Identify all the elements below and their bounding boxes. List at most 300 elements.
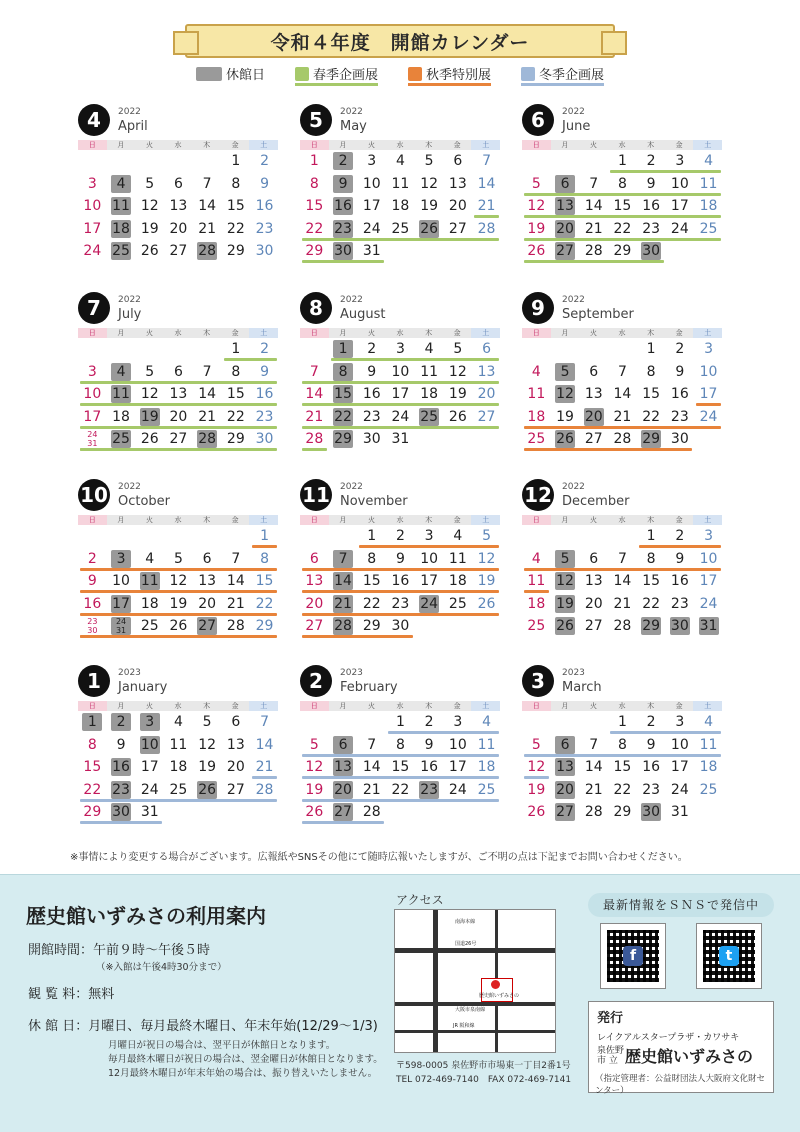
calendar-day: 7 bbox=[482, 153, 491, 169]
calendar-day: 22 bbox=[613, 220, 632, 237]
exhibit-underline bbox=[696, 403, 721, 406]
calendar-day: 28 bbox=[362, 804, 381, 820]
calendar-day: 30 bbox=[642, 804, 661, 820]
weekday-label: 木 bbox=[636, 701, 665, 711]
weekday-label: 月 bbox=[329, 701, 358, 711]
calendar-day: 12 bbox=[556, 573, 574, 589]
calendar-day: 11 bbox=[420, 363, 439, 380]
calendar-day: 29 bbox=[305, 243, 324, 259]
calendar-day: 11 bbox=[448, 550, 467, 567]
calendar-day: 5 bbox=[424, 153, 434, 169]
calendar-day: 4 bbox=[111, 363, 131, 381]
weekday-header bbox=[78, 140, 278, 150]
calendar-day: 5 bbox=[202, 714, 212, 730]
calendar-day: 25 bbox=[391, 220, 410, 237]
weekday-label: 火 bbox=[135, 328, 164, 338]
month-name: April bbox=[118, 119, 148, 134]
calendar-day: 3 bbox=[675, 153, 685, 169]
day-grid bbox=[300, 152, 500, 277]
calendar-day: 12 bbox=[527, 198, 546, 214]
calendar-day: 14 bbox=[255, 736, 274, 753]
month-name: March bbox=[562, 680, 602, 695]
calendar-day: 29 bbox=[226, 431, 245, 447]
calendar-day: 11 bbox=[527, 386, 546, 402]
calendar-day: 6 bbox=[173, 175, 183, 192]
weekday-label: 月 bbox=[551, 140, 580, 150]
day-grid bbox=[78, 152, 278, 277]
exhibit-underline bbox=[474, 215, 499, 218]
weekday-header bbox=[522, 515, 722, 525]
calendar-day: 12 bbox=[556, 386, 574, 402]
calendar-day: 10 bbox=[83, 386, 102, 402]
calendar-day: 19 bbox=[556, 595, 574, 612]
calendar-day: 19 bbox=[305, 781, 324, 798]
weekday-label: 木 bbox=[192, 701, 221, 711]
month-block bbox=[78, 292, 278, 467]
day-grid bbox=[522, 152, 722, 277]
calendar-day: 17 bbox=[391, 386, 410, 402]
calendar-day: 4 bbox=[111, 175, 131, 193]
facebook-qr-code[interactable] bbox=[600, 923, 666, 989]
calendar-day: 1 bbox=[646, 528, 656, 544]
weekday-label: 金 bbox=[443, 140, 472, 150]
day-grid bbox=[300, 340, 500, 465]
calendar-day: 25 bbox=[477, 781, 496, 798]
calendar-day: 1 bbox=[395, 714, 405, 730]
weekday-label: 金 bbox=[221, 515, 250, 525]
calendar-day: 13 bbox=[226, 736, 245, 753]
calendar-day: 14 bbox=[584, 759, 603, 775]
calendar-day: 28 bbox=[305, 431, 324, 447]
access-map bbox=[394, 909, 556, 1053]
map-label: JR 阪和線 bbox=[453, 1023, 475, 1029]
exhibit-underline bbox=[524, 568, 721, 571]
calendar-day: 24 31 bbox=[87, 430, 98, 448]
calendar-day: 8 bbox=[87, 736, 97, 753]
legend-label: 秋季特別展 bbox=[426, 68, 492, 83]
day-grid bbox=[300, 527, 500, 652]
month-year: 2022 bbox=[118, 295, 141, 305]
weekday-label: 月 bbox=[107, 140, 136, 150]
calendar-day: 3 bbox=[87, 175, 97, 192]
calendar-day: 1 bbox=[260, 528, 269, 544]
exhibit-underline bbox=[80, 613, 277, 616]
exhibit-underline bbox=[302, 260, 384, 263]
month-number-badge: 4 bbox=[78, 104, 110, 136]
calendar-day: 18 bbox=[448, 573, 467, 589]
calendar-day: 3 bbox=[367, 153, 377, 169]
calendar-day: 19 bbox=[556, 408, 574, 425]
month-block bbox=[300, 104, 500, 279]
twitter-qr-code[interactable] bbox=[696, 923, 762, 989]
calendar-day: 4 bbox=[145, 550, 155, 567]
calendar-day: 7 bbox=[617, 363, 627, 380]
calendar-day: 7 bbox=[202, 363, 212, 380]
calendar-day: 26 bbox=[198, 781, 217, 798]
weekday-label: 日 bbox=[300, 515, 329, 525]
calendar-day: 24 bbox=[83, 243, 102, 259]
month-block bbox=[78, 665, 278, 840]
weekday-label: 土 bbox=[471, 140, 500, 150]
info-title: 歴史館いずみさの利用案内 bbox=[26, 904, 266, 928]
legend-underline bbox=[521, 83, 604, 86]
calendar-day: 24 bbox=[699, 408, 718, 425]
calendar-day: 5 bbox=[555, 550, 575, 568]
calendar-day: 2 bbox=[646, 153, 656, 169]
weekday-label: 木 bbox=[414, 701, 443, 711]
calendar-day: 15 bbox=[334, 386, 352, 402]
calendar-day: 8 bbox=[617, 175, 627, 192]
weekday-label: 日 bbox=[300, 140, 329, 150]
legend-item bbox=[295, 64, 378, 86]
calendar-day: 28 bbox=[198, 431, 217, 447]
calendar-day: 6 bbox=[231, 714, 241, 730]
calendar-day: 19 bbox=[140, 408, 159, 425]
weekday-label: 木 bbox=[414, 140, 443, 150]
calendar-day: 16 bbox=[391, 573, 410, 589]
calendar-day: 19 bbox=[198, 759, 217, 775]
weekday-header bbox=[78, 328, 278, 338]
calendar-day: 13 bbox=[556, 198, 574, 214]
calendar-day: 2 bbox=[395, 528, 405, 544]
exhibit-underline bbox=[252, 776, 277, 779]
calendar-day: 27 bbox=[169, 431, 188, 447]
calendar-day: 4 bbox=[704, 153, 713, 169]
calendar-day: 21 bbox=[198, 408, 217, 425]
month-name: July bbox=[118, 307, 142, 322]
calendar-day: 5 bbox=[531, 736, 541, 753]
weekday-header bbox=[522, 701, 722, 711]
exhibit-underline bbox=[80, 381, 277, 384]
calendar-day: 7 bbox=[367, 736, 377, 753]
legend-swatch bbox=[521, 67, 535, 81]
exhibit-underline bbox=[524, 215, 721, 218]
calendar-day: 12 bbox=[169, 573, 188, 589]
calendar-day: 19 bbox=[420, 198, 439, 214]
closed-note: 毎月最終木曜日が祝日の場合は、翌金曜日が休館日となります。 bbox=[108, 1054, 383, 1065]
calendar-day: 7 bbox=[589, 736, 599, 753]
museum-dot-icon bbox=[491, 980, 500, 989]
calendar-day: 27 bbox=[584, 431, 603, 447]
calendar-day: 1 bbox=[333, 340, 353, 358]
calendar-day: 11 bbox=[112, 386, 130, 402]
legend-swatch bbox=[196, 67, 222, 81]
calendar-day: 9 bbox=[367, 363, 377, 380]
exhibit-underline bbox=[302, 799, 499, 802]
calendar-day: 11 bbox=[699, 736, 718, 753]
weekday-label: 月 bbox=[107, 701, 136, 711]
month-block bbox=[78, 479, 278, 654]
calendar-day: 22 bbox=[305, 220, 324, 237]
exhibit-underline bbox=[524, 238, 721, 241]
weekday-label: 木 bbox=[636, 140, 665, 150]
calendar-day: 17 bbox=[448, 759, 467, 775]
weekday-label: 水 bbox=[386, 328, 415, 338]
calendar-day: 21 bbox=[613, 595, 632, 612]
exhibit-underline bbox=[80, 448, 105, 451]
calendar-day: 25 bbox=[527, 618, 546, 634]
calendar-day: 18 bbox=[112, 220, 130, 237]
exhibit-underline bbox=[302, 426, 499, 429]
day-grid bbox=[522, 527, 722, 652]
legend-item bbox=[521, 64, 604, 86]
exhibit-underline bbox=[80, 568, 277, 571]
weekday-label: 木 bbox=[192, 140, 221, 150]
calendar-day: 3 bbox=[140, 713, 160, 731]
calendar-day: 14 bbox=[226, 573, 245, 589]
calendar-day: 5 bbox=[309, 736, 319, 753]
calendar-day: 20 bbox=[169, 220, 188, 237]
calendar-day: 10 bbox=[448, 736, 467, 753]
calendar-day: 9 bbox=[646, 736, 656, 753]
twitter-icon: t bbox=[719, 946, 739, 966]
calendar-day: 14 bbox=[198, 198, 217, 214]
hours-label: 開館時間 bbox=[28, 943, 81, 958]
calendar-day: 17 bbox=[362, 198, 381, 214]
exhibit-underline bbox=[610, 731, 721, 734]
calendar-day: 17 bbox=[670, 198, 689, 214]
legend-label: 休館日 bbox=[225, 68, 265, 83]
weekday-label: 水 bbox=[608, 140, 637, 150]
calendar-day: 17 bbox=[83, 220, 102, 237]
calendar-day: 7 bbox=[333, 550, 353, 568]
calendar-day: 20 bbox=[556, 781, 574, 798]
calendar-day: 12 bbox=[198, 736, 217, 753]
month-name: January bbox=[118, 680, 168, 695]
calendar-day: 29 bbox=[642, 618, 661, 634]
month-number-badge: 3 bbox=[522, 665, 554, 697]
calendar-day: 26 bbox=[140, 431, 159, 447]
weekday-label: 日 bbox=[300, 328, 329, 338]
calendar-day: 8 bbox=[309, 175, 319, 192]
weekday-label: 水 bbox=[608, 701, 637, 711]
calendar-day: 23 30 bbox=[87, 617, 98, 635]
weekday-label: 金 bbox=[665, 515, 694, 525]
exhibit-underline bbox=[302, 754, 499, 757]
calendar-day: 23 bbox=[362, 408, 381, 425]
publisher-museum-logo: 歴史館いずみさの bbox=[625, 1047, 754, 1066]
calendar-day: 29 bbox=[613, 243, 632, 259]
calendar-day: 6 bbox=[555, 175, 575, 193]
calendar-day: 9 bbox=[87, 573, 97, 589]
calendar-day: 11 bbox=[391, 175, 410, 192]
calendar-day: 2 bbox=[367, 341, 377, 357]
calendar-day: 10 bbox=[699, 363, 718, 380]
exhibit-underline bbox=[302, 635, 413, 638]
calendar-day: 19 bbox=[448, 386, 467, 402]
calendar-day: 22 bbox=[642, 595, 661, 612]
calendar-day: 3 bbox=[453, 714, 463, 730]
calendar-day: 26 bbox=[305, 804, 324, 820]
exhibit-underline bbox=[80, 799, 277, 802]
calendar-day: 18 bbox=[112, 408, 130, 425]
calendar-day: 16 bbox=[255, 198, 274, 214]
month-year: 2022 bbox=[340, 482, 363, 492]
weekday-label: 木 bbox=[636, 515, 665, 525]
month-block bbox=[522, 292, 722, 467]
month-block bbox=[300, 292, 500, 467]
calendar-day: 12 bbox=[140, 386, 159, 402]
calendar-day: 5 bbox=[173, 550, 183, 567]
calendar-day: 15 bbox=[305, 198, 324, 214]
calendar-day: 30 bbox=[670, 431, 689, 447]
calendar-day: 26 bbox=[169, 618, 188, 634]
calendar-day: 30 bbox=[255, 431, 274, 447]
calendar-day: 20 bbox=[169, 408, 188, 425]
exhibit-underline bbox=[524, 193, 721, 196]
calendar-day: 14 bbox=[334, 573, 352, 589]
weekday-label: 木 bbox=[636, 328, 665, 338]
weekday-label: 木 bbox=[414, 515, 443, 525]
exhibit-underline bbox=[80, 635, 133, 638]
calendar-day: 29 bbox=[362, 618, 381, 634]
weekday-header bbox=[300, 515, 500, 525]
calendar-day: 18 bbox=[477, 759, 496, 775]
calendar-day: 1 bbox=[617, 714, 627, 730]
exhibit-underline bbox=[639, 545, 721, 548]
calendar-day: 9 bbox=[424, 736, 434, 753]
calendar-day: 10 bbox=[140, 736, 159, 753]
exhibit-underline bbox=[224, 358, 277, 361]
calendar-day: 26 bbox=[477, 595, 496, 612]
weekday-label: 金 bbox=[221, 328, 250, 338]
weekday-label: 土 bbox=[693, 140, 722, 150]
calendar-day: 24 bbox=[140, 781, 159, 798]
hours-row bbox=[28, 939, 210, 958]
calendar-day: 23 bbox=[255, 220, 274, 237]
calendar-day: 16 bbox=[642, 759, 661, 775]
calendar-day: 5 bbox=[531, 175, 541, 192]
calendar-day: 27 bbox=[169, 243, 188, 259]
calendar-day: 25 bbox=[112, 243, 130, 259]
calendar-day: 24 bbox=[670, 220, 689, 237]
legend bbox=[0, 64, 800, 86]
calendar-day: 8 bbox=[617, 736, 627, 753]
calendar-day: 23 bbox=[420, 781, 439, 798]
calendar-day: 4 bbox=[395, 153, 405, 169]
map-label: 大阪市泉南線 bbox=[455, 1007, 486, 1013]
calendar-day: 29 bbox=[334, 431, 352, 447]
calendar-day: 13 bbox=[169, 386, 188, 402]
calendar-day: 19 bbox=[169, 595, 188, 612]
calendar-day: 20 bbox=[198, 595, 217, 612]
weekday-label: 火 bbox=[357, 328, 386, 338]
calendar-day: 23 bbox=[112, 781, 130, 798]
calendar-day: 27 bbox=[305, 618, 324, 634]
month-name: February bbox=[340, 680, 398, 695]
calendar-day: 10 bbox=[699, 550, 718, 567]
calendar-day: 5 bbox=[555, 363, 575, 381]
calendar-day: 23 bbox=[670, 595, 689, 612]
calendar-day: 26 bbox=[448, 408, 467, 425]
calendar-day: 10 bbox=[362, 175, 381, 192]
calendar-day: 1 bbox=[82, 713, 102, 731]
calendar-day: 22 bbox=[613, 781, 632, 798]
weekday-label: 日 bbox=[78, 701, 107, 711]
calendar-day: 5 bbox=[482, 528, 491, 544]
calendar-day: 22 bbox=[255, 595, 274, 612]
calendar-day: 16 bbox=[670, 386, 689, 402]
calendar-day: 8 bbox=[367, 550, 377, 567]
month-block bbox=[300, 479, 500, 654]
calendar-day: 6 bbox=[333, 736, 353, 754]
month-year: 2023 bbox=[340, 668, 363, 678]
month-year: 2023 bbox=[118, 668, 141, 678]
legend-label: 春季企画展 bbox=[312, 68, 378, 83]
calendar-day: 22 bbox=[334, 408, 352, 425]
calendar-day: 17 bbox=[670, 759, 689, 775]
weekday-label: 土 bbox=[249, 515, 278, 525]
calendar-day: 16 bbox=[255, 386, 274, 402]
exhibit-underline bbox=[80, 448, 277, 451]
month-name: December bbox=[562, 494, 630, 509]
calendar-day: 9 bbox=[116, 736, 126, 753]
month-number-badge: 12 bbox=[522, 479, 554, 511]
weekday-label: 水 bbox=[608, 328, 637, 338]
weekday-label: 火 bbox=[579, 515, 608, 525]
exhibit-underline bbox=[302, 590, 499, 593]
weekday-label: 月 bbox=[107, 515, 136, 525]
calendar-day: 17 bbox=[420, 573, 439, 589]
publisher-box bbox=[588, 1001, 774, 1096]
weekday-header bbox=[300, 701, 500, 711]
publisher-city: 泉佐野市 立 bbox=[597, 1046, 625, 1066]
calendar-day: 29 bbox=[642, 431, 661, 447]
closed-note: 12月最終木曜日が年末年始の場合は、振り替えいたしません。 bbox=[108, 1068, 378, 1079]
calendar-day: 1 bbox=[367, 528, 377, 544]
weekday-label: 月 bbox=[551, 328, 580, 338]
calendar-day: 24 bbox=[391, 408, 410, 425]
weekday-label: 月 bbox=[107, 328, 136, 338]
calendar-day: 16 bbox=[670, 573, 689, 589]
info-panel bbox=[0, 874, 800, 1132]
month-name: June bbox=[562, 119, 591, 134]
month-year: 2022 bbox=[118, 482, 141, 492]
month-name: May bbox=[340, 119, 367, 134]
month-year: 2022 bbox=[562, 482, 585, 492]
calendar-day: 15 bbox=[391, 759, 410, 775]
calendar-day: 3 bbox=[111, 550, 131, 568]
calendar-day: 8 bbox=[231, 175, 241, 192]
phone-fax: TEL 072-469-7140 FAX 072-469-7141 bbox=[396, 1075, 572, 1085]
calendar-day: 18 bbox=[140, 595, 159, 612]
month-block bbox=[522, 104, 722, 279]
weekday-label: 月 bbox=[329, 328, 358, 338]
calendar-day: 9 bbox=[646, 175, 656, 192]
calendar-day: 28 bbox=[613, 431, 632, 447]
closed-note: 月曜日が祝日の場合は、翌平日が休館日となります。 bbox=[108, 1040, 336, 1051]
weekday-label: 金 bbox=[221, 701, 250, 711]
calendar-day: 24 bbox=[362, 220, 381, 237]
legend-item bbox=[408, 64, 491, 86]
exhibit-underline bbox=[80, 426, 277, 429]
calendar-day: 5 bbox=[453, 341, 463, 357]
calendar-day: 2 bbox=[675, 528, 685, 544]
weekday-label: 木 bbox=[192, 515, 221, 525]
weekday-label: 火 bbox=[135, 515, 164, 525]
month-number-badge: 8 bbox=[300, 292, 332, 324]
month-block bbox=[78, 104, 278, 279]
month-number-badge: 1 bbox=[78, 665, 110, 697]
calendar-day: 13 bbox=[556, 759, 574, 775]
sns-heading: 最新情報をＳＮＳで発信中 bbox=[588, 893, 774, 917]
calendar-day: 26 bbox=[527, 243, 546, 259]
calendar-day: 19 bbox=[527, 781, 546, 798]
calendar-day: 15 bbox=[642, 573, 661, 589]
calendar-day: 4 bbox=[531, 550, 541, 567]
calendar-day: 31 bbox=[362, 243, 381, 259]
calendar-day: 4 bbox=[704, 714, 713, 730]
